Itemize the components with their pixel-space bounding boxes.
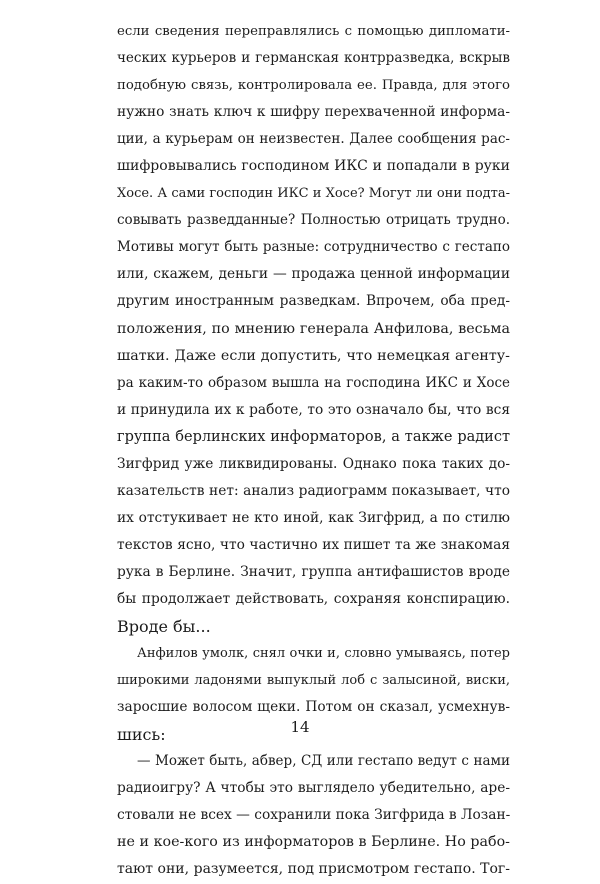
text-line: совывать разведданные? Полностью отрицать трудно.	[117, 212, 510, 229]
text-line: казательств нет: анализ радиограмм показывает, что	[117, 482, 510, 499]
text-line: — Может быть, абвер, СД или гестапо ведут с нами	[137, 753, 510, 770]
text-line: шифровывались господином ИКС и попадали в руки	[117, 158, 510, 175]
text-line: группа берлинских информаторов, а также радист	[117, 428, 510, 445]
text-line: тают они, разумеется, под присмотром гестапо. Тог-	[117, 861, 510, 878]
text-line: шись:	[117, 725, 166, 745]
text-line: заросшие волосом щеки. Потом он сказал, усмехнув-	[117, 699, 510, 716]
text-line: не и кое-кого из информаторов в Берлине. Но рабо-	[117, 834, 510, 851]
text-line: подобную связь, контролировала ее. Правда, для этого	[117, 78, 510, 94]
text-line: Вроде бы...	[117, 617, 211, 637]
text-line: другим иностранным разведкам. Впрочем, оба пред-	[117, 293, 510, 310]
text-line: ра каким-то образом вышла на господина ИКС и Хосе	[117, 374, 510, 391]
text-line: рука в Берлине. Значит, группа антифашистов вроде	[117, 563, 510, 580]
page-number: 14	[290, 718, 310, 736]
text-line: Анфилов умолк, снял очки и, словно умываясь, потер	[137, 646, 510, 662]
text-line: Мотивы могут быть разные: сотрудничество с гестапо	[117, 239, 510, 256]
text-line: бы продолжает действовать, сохраняя конспирацию.	[117, 590, 510, 607]
text-line: нужно знать ключ к шифру перехваченной информа-	[117, 104, 510, 121]
text-line: или, скажем, деньги — продажа ценной информации	[117, 266, 510, 283]
text-line: положения, по мнению генерала Анфилова, весьма	[117, 320, 510, 337]
text-line: Хосе. А сами господин ИКС и Хосе? Могут ли они подта-	[117, 186, 510, 202]
body-text	[117, 18, 510, 884]
text-line: текстов ясно, что частично их пишет та же знакомая	[117, 536, 510, 553]
text-line: если сведения переправлялись с помощью дипломати-	[117, 24, 510, 39]
text-line: широкими ладонями выпуклый лоб с залысиной, виски,	[117, 673, 510, 689]
text-line: их отстукивает не кто иной, как Зигфрид, а по стилю	[117, 509, 510, 526]
text-line: Зигфрид уже ликвидированы. Однако пока таких до-	[117, 455, 510, 472]
text-line: стовали не всех — сохранили пока Зигфрида в Лозан-	[117, 807, 510, 824]
text-line: ческих курьеров и германская контрразведка, вскрыв	[117, 50, 510, 67]
text-line: ции, а курьерам он неизвестен. Далее сообщения рас-	[117, 131, 510, 148]
text-line: радиоигру? А чтобы это выглядело убедительно, аре-	[117, 780, 510, 797]
text-line: и принудила их к работе, то это означало бы, что вся	[117, 401, 510, 418]
text-line: шатки. Даже если допустить, что немецкая агенту-	[117, 347, 510, 364]
